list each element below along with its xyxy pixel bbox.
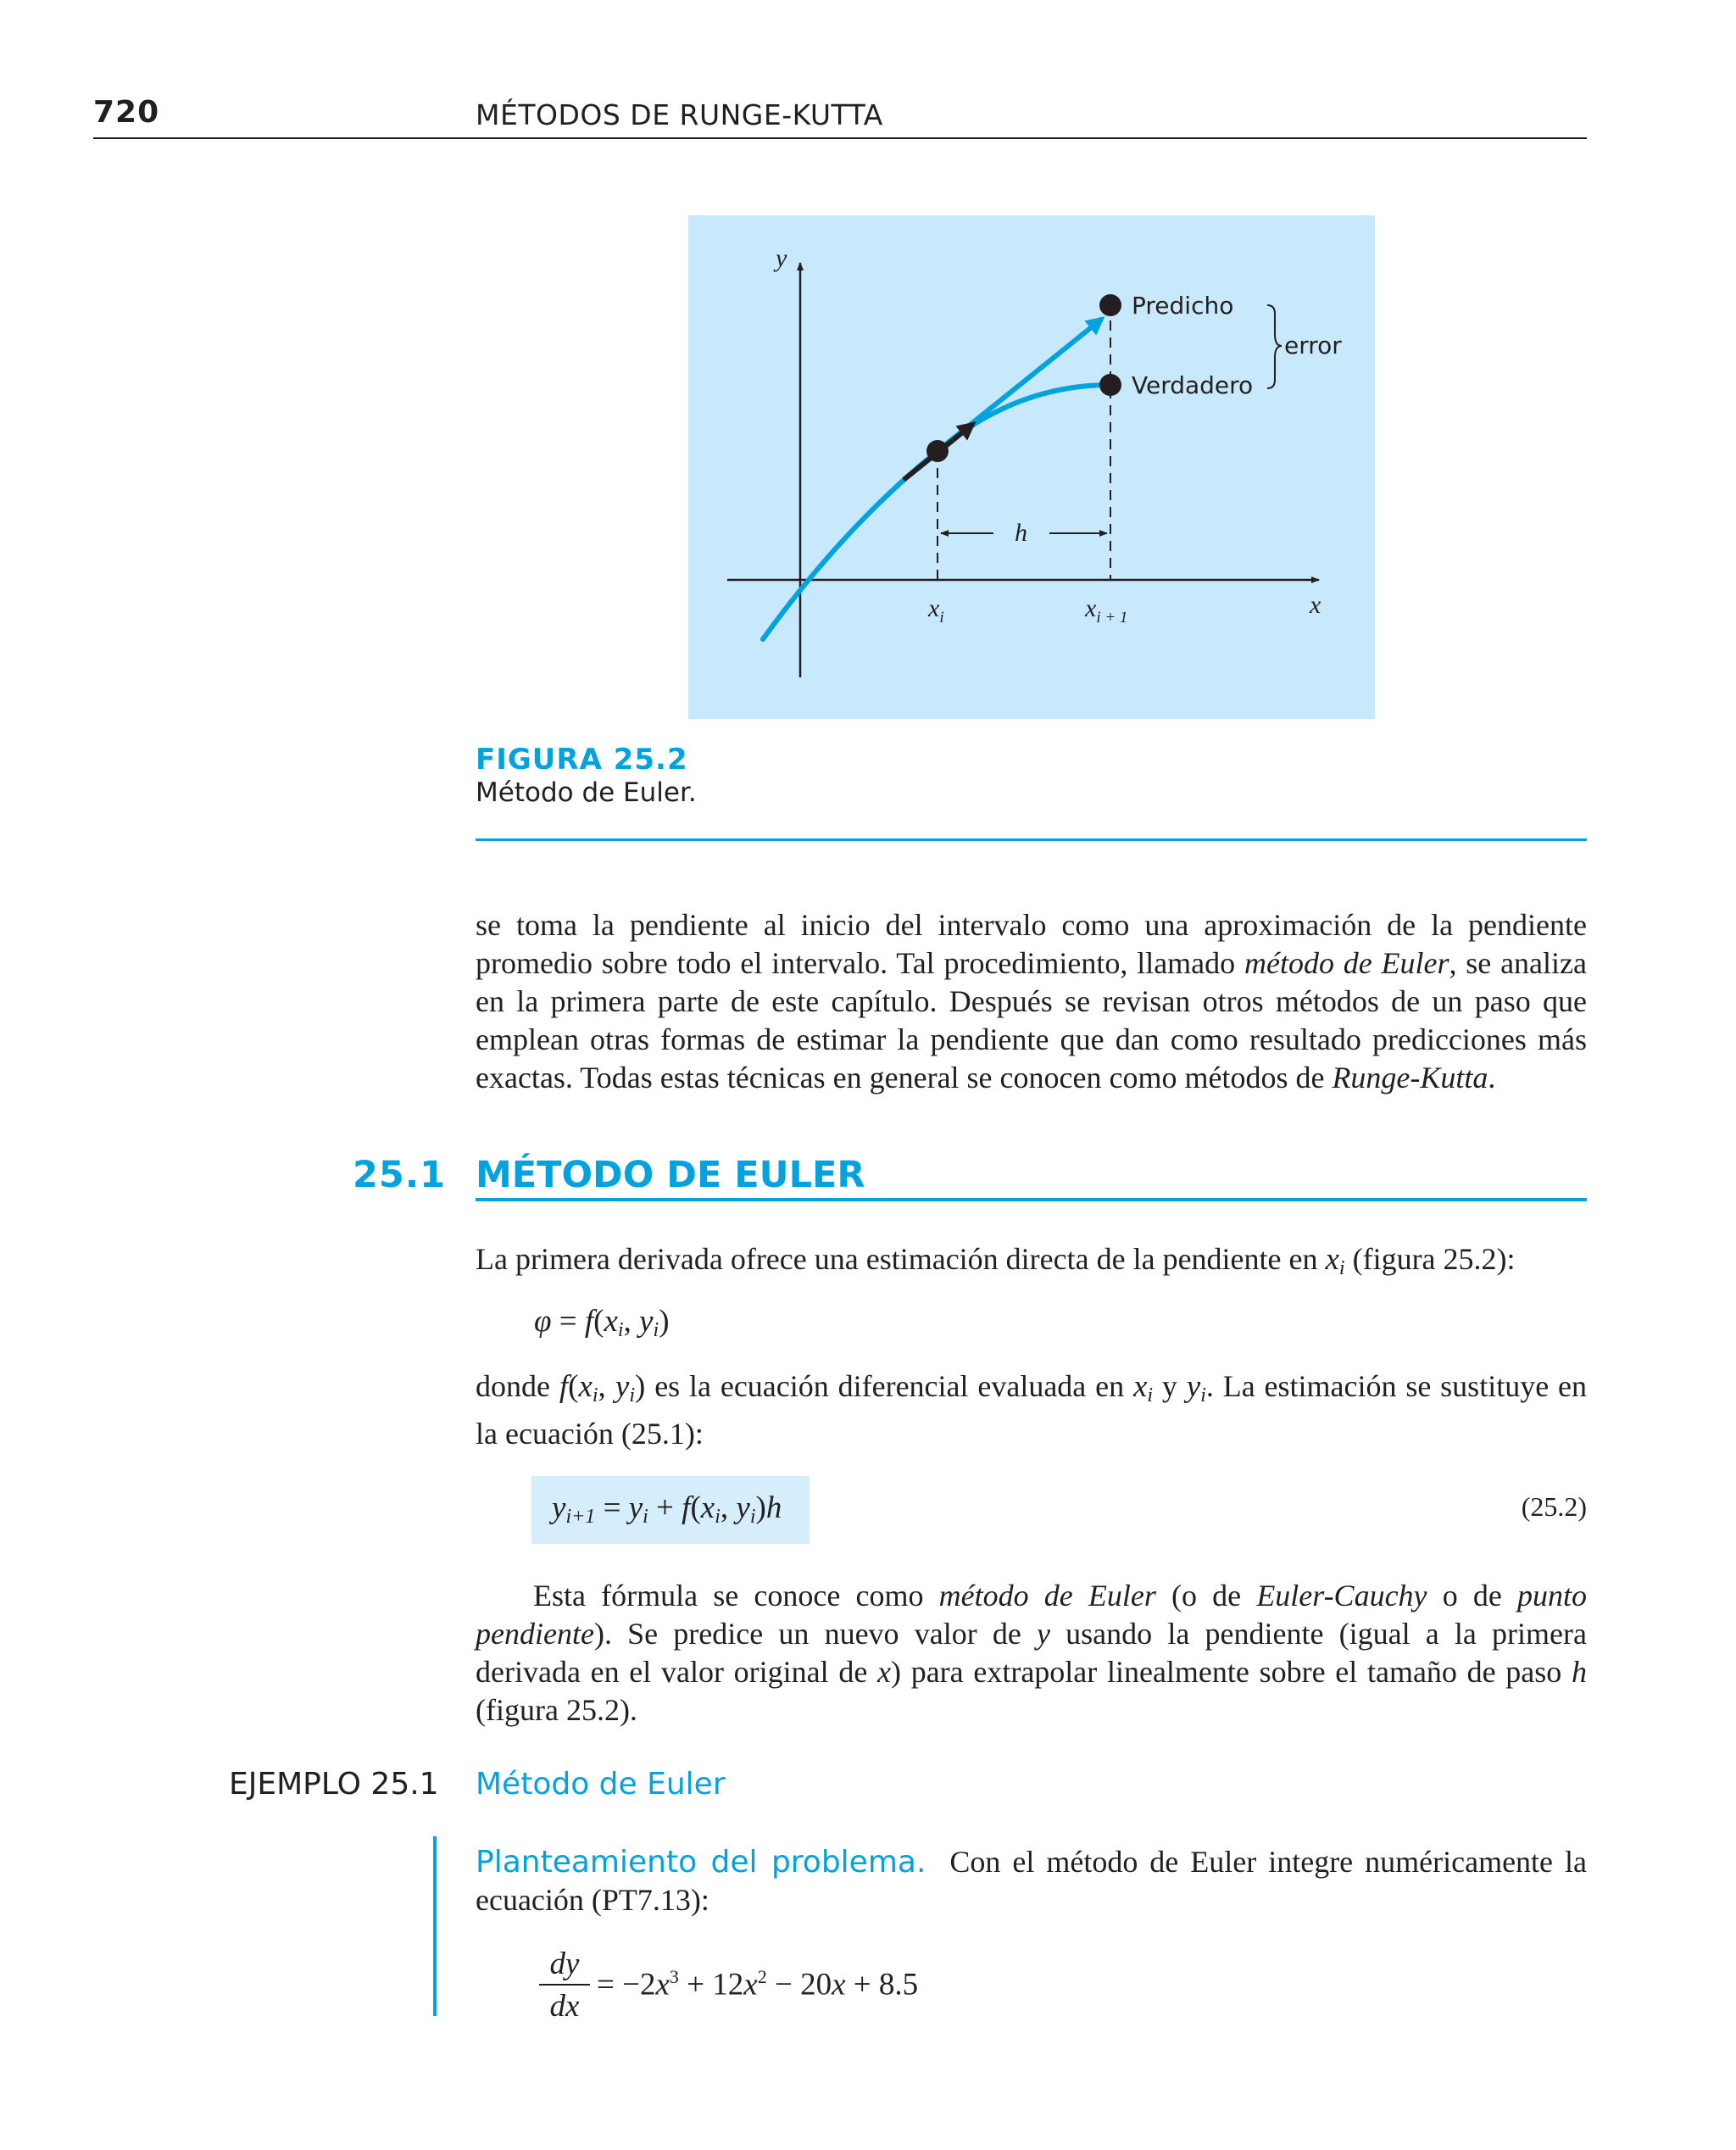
predicted-point xyxy=(1099,294,1121,316)
equation-number: (25.2) xyxy=(1521,1491,1587,1522)
step-label: h xyxy=(1015,519,1027,547)
dy-numerator: dy xyxy=(549,1947,580,1981)
example-title: Método de Euler xyxy=(476,1767,726,1802)
dx-denominator: dx xyxy=(549,1989,580,2024)
example-label: EJEMPLO 25.1 xyxy=(229,1767,439,1802)
section-title: MÉTODO DE EULER xyxy=(476,1154,865,1196)
dy-dx-fraction xyxy=(539,1947,590,2025)
x-axis-label: x xyxy=(1310,591,1321,619)
fraction-bar xyxy=(539,1984,590,1986)
example-margin-bar xyxy=(433,1836,437,2016)
section-rule xyxy=(476,1198,1587,1201)
intro-paragraph: se toma la pendiente al inicio del intervalo como una aproximación de la pendiente promedio sobre todo el intervalo. Tal procedimiento, llamado método de Euler, se analiza en la primera parte de este capítulo. Después se revisan otros métodos de un paso que emplean otras formas de estimar la pendiente que dan como resultado predicciones más exactas. Todas estas técnicas en general se conocen como métodos de Runge-Kutta. xyxy=(476,908,1587,1094)
problem-heading: Planteamiento del problema. xyxy=(476,1845,926,1880)
section-number: 25.1 xyxy=(353,1154,447,1196)
euler-description-paragraph: Esta fórmula se conoce como método de Euler (o de Euler-Cauchy o de punto pendiente). Se predice un nuevo valor de y usando la pendiente (igual a la primera derivada en el valor original de x) para extrapolar linealmente sobre el tamaño de paso h (figura 25.2). xyxy=(476,1579,1587,1727)
true-label: Verdadero xyxy=(1132,371,1254,399)
predicted-label: Predicho xyxy=(1132,292,1234,320)
start-point xyxy=(926,440,949,462)
page-number: 720 xyxy=(93,95,160,130)
caption-rule xyxy=(476,838,1587,841)
derivative-paragraph: La primera derivada ofrece una estimación directa de la pendiente en $x_i$ (figura 25.2): xyxy=(476,1242,1516,1279)
figure-caption: Método de Euler. xyxy=(476,777,697,808)
header-rule xyxy=(93,137,1587,139)
euler-method-diagram xyxy=(688,215,1375,719)
slope-equation: $\varphi = f(x_i$, $y_i$) xyxy=(534,1304,670,1341)
problem-statement: Planteamiento del problema. Con el método de Euler integre numéricamente la ecuación (PT7.13): xyxy=(476,1845,1587,1917)
figure-label: FIGURA 25.2 xyxy=(476,743,688,777)
euler-method-figure xyxy=(688,215,1375,719)
xi1-label: $x_{i + 1}$ xyxy=(1085,594,1128,627)
euler-equation: $y_{i+1} = y_i + f(x_i$, $y_i)h$ xyxy=(552,1490,782,1528)
error-label: error xyxy=(1284,331,1342,359)
y-axis-label: y xyxy=(776,244,787,272)
ode-right-side: = $-2x^3 + 12x^2 - 20x + 8.5$ xyxy=(597,1966,919,2002)
true-point xyxy=(1099,374,1121,396)
substitution-paragraph: donde $f(x_i$, $y_i$) es la ecuación diferencial evaluada en $x_i$ y $y_i$. La estimación se sustituye en la ecuación (25.1): xyxy=(476,1369,1588,1451)
running-title: MÉTODOS DE RUNGE-KUTTA xyxy=(476,98,883,131)
error-brace xyxy=(1267,305,1282,388)
xi-label: $x_i$ xyxy=(928,594,944,627)
